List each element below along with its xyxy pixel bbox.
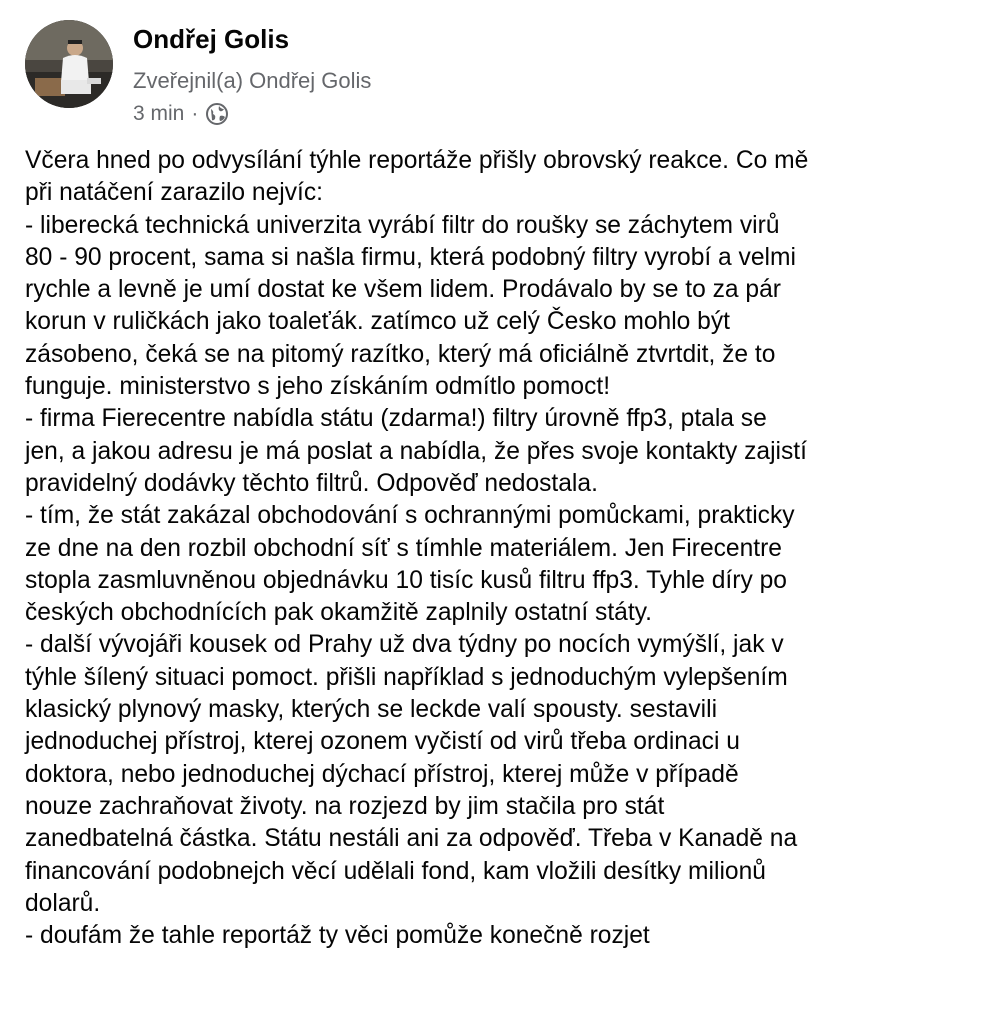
published-by-label: Zveřejnil(a) Ondřej Golis bbox=[133, 68, 372, 93]
post-text-line: doktora, nebo jednoduchej dýchací přístroj, kterej může v případě bbox=[25, 760, 739, 788]
post-time[interactable]: 3 min bbox=[133, 102, 185, 125]
post-text-line: financování podobnejch věcí udělali fond, kam vložili desítky milionů bbox=[25, 857, 766, 885]
post-text-line: - liberecká technická univerzita vyrábí filtr do roušky se záchytem virů bbox=[25, 211, 780, 239]
post-text-line: jen, a jakou adresu je má poslat a nabídla, že přes svoje kontakty zajistí bbox=[25, 437, 807, 465]
post-text-line: dolarů. bbox=[25, 889, 101, 917]
post-text-line: stopla zasmluvněnou objednávku 10 tisíc kusů filtru ffp3. Tyhle díry po bbox=[25, 566, 787, 594]
post-text-line: českých obchodnících pak okamžitě zaplnily ostatní státy. bbox=[25, 599, 652, 627]
post-text-line: zásobeno, čeká se na pitomý razítko, který má oficiálně ztvrtdit, že to bbox=[25, 340, 776, 368]
post-text-line: Včera hned po odvysílání týhle reportáže přišly obrovský reakce. Co mě bbox=[25, 147, 809, 174]
post-text-line: jednoduchej přístroj, kterej ozonem vyčistí od virů třeba ordinaci u bbox=[25, 728, 740, 756]
post-text-line: korun v ruličkách jako toaleťák. zatímco už celý Česko mohlo být bbox=[25, 308, 730, 336]
post-text-line: - další vývojáři kousek od Prahy už dva týdny po nocích vymýšlí, jak v bbox=[25, 631, 784, 659]
post-text-line: - firma Fierecentre nabídla státu (zdarma!) filtry úrovně ffp3, ptala se bbox=[25, 405, 767, 433]
post-text-line: pravidelný dodávky těchto filtrů. Odpověď nedostala. bbox=[25, 469, 598, 497]
post-text-line: zanedbatelná částka. Státu nestáli ani za odpověď. Třeba v Kanadě na bbox=[25, 825, 798, 853]
post-meta bbox=[133, 102, 229, 126]
avatar[interactable] bbox=[25, 20, 113, 108]
post-body bbox=[25, 145, 985, 952]
post-text-line: klasický plynový masky, kterých se leckde valí spousty. sestavili bbox=[25, 696, 718, 724]
post-text-line: při natáčení zarazilo nejvíc: bbox=[25, 179, 324, 207]
post-text-line: funguje. ministerstvo s jeho získáním odmítlo pomoct! bbox=[25, 373, 611, 401]
post-text-line: týhle šílený situaci pomoct. přišli například s jednoduchým vylepšením bbox=[25, 663, 788, 691]
globe-icon[interactable] bbox=[205, 102, 229, 126]
post-text-line: - doufám že tahle reportáž ty věci pomůže konečně rozjet bbox=[25, 922, 650, 950]
post-text-line: nouze zachraňovat životy. na rozjezd by jim stačila pro stát bbox=[25, 792, 665, 820]
post-text-line: ze dne na den rozbil obchodní síť s tímhle materiálem. Jen Firecentre bbox=[25, 534, 782, 562]
post-text-line: 80 - 90 procent, sama si našla firmu, která podobný filtry vyrobí a velmi bbox=[25, 243, 796, 271]
author-name[interactable]: Ondřej Golis bbox=[133, 24, 290, 54]
profile-photo-icon bbox=[25, 20, 113, 108]
post-header bbox=[25, 20, 975, 130]
post-text-line: - tím, že stát zakázal obchodování s ochrannými pomůckami, prakticky bbox=[25, 502, 795, 530]
post-text-line: rychle a levně je umí dostat ke všem lidem. Prodávalo by se to za pár bbox=[25, 276, 781, 304]
meta-separator: · bbox=[191, 102, 199, 125]
